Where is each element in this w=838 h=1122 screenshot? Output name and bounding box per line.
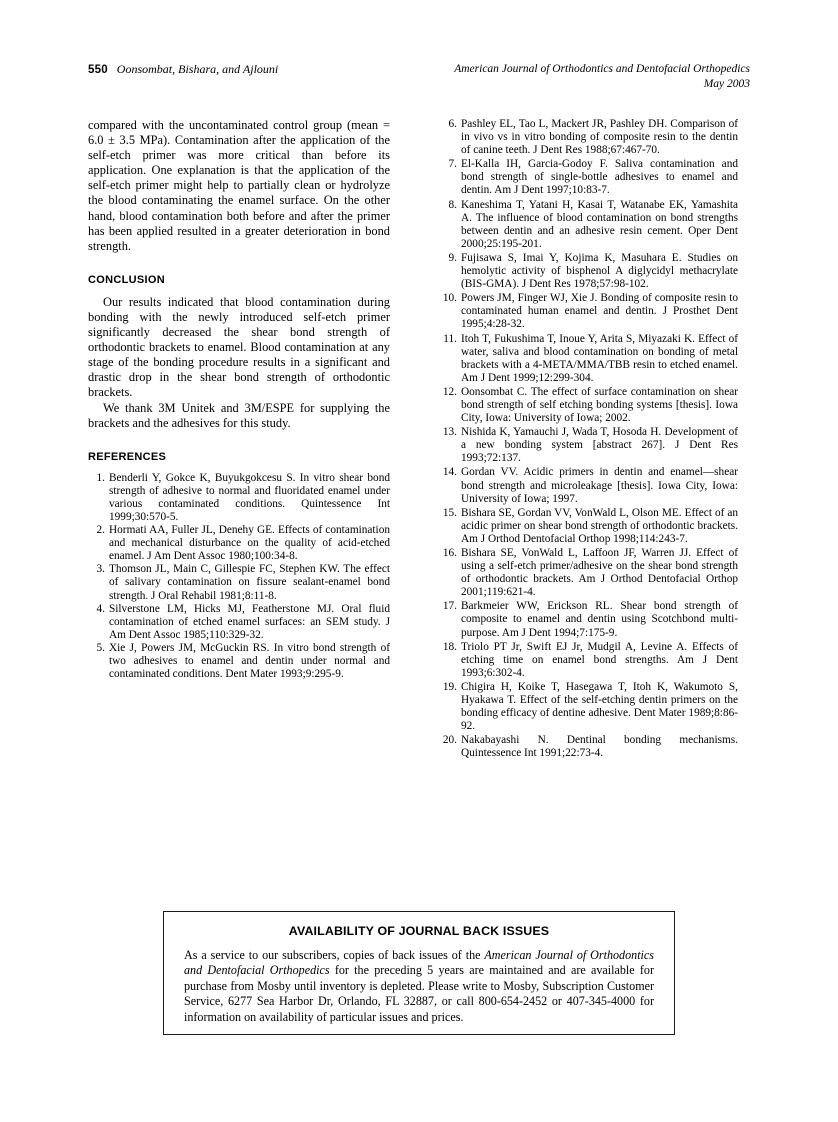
notice-body [184, 948, 654, 1025]
reference-item [436, 426, 738, 465]
reference-item [436, 641, 738, 680]
reference-number: 6. [448, 118, 457, 130]
reference-number: 8. [448, 198, 457, 211]
reference-number: 15. [442, 506, 457, 519]
references-heading: REFERENCES [88, 450, 167, 463]
reference-number: 18. [442, 640, 457, 653]
reference-number: 9. [448, 251, 457, 264]
reference-number: 13. [442, 426, 457, 439]
acknowledgment-paragraph: We thank 3M Unitek and 3M/ESPE for supplying the brackets and the adhesives for this study. [88, 400, 390, 430]
reference-item [436, 547, 738, 599]
reference-text: Benderli Y, Gokce K, Buyukgokcesu S. In vitro shear bond strength of adhesive to normal and fluoridated enamel under various contaminated conditions. Quintessence Int 1999;30:570-5. [109, 471, 390, 523]
reference-number: 17. [442, 600, 457, 613]
reference-list-left [88, 472, 390, 682]
left-column [88, 118, 390, 681]
reference-text: Chigira H, Koike T, Hasegawa T, Itoh K, Wakumoto S, Hyakawa T. Effect of the self-etching dentin primers on the bonding efficacy of dentine adhesive. Dent Mater 1989;8:86-92. [461, 680, 738, 733]
reference-number: 4. [96, 602, 105, 615]
reference-text: Barkmeier WW, Erickson RL. Shear bond strength of composite to enamel and dentin using Scotchbond multi-purpose. Am J Dent 1994;7:175-9. [461, 600, 738, 639]
reference-item [88, 524, 390, 563]
reference-text: Hormati AA, Fuller JL, Denehy GE. Effects of contamination and mechanical disturbance on the quality of acid-etched enamel. J Am Dent Assoc 1980;100:34-8. [109, 524, 390, 563]
reference-text: Oonsombat C. The effect of surface contamination on shear bond strength of self etching bonding systems [thesis]. Iowa City, Iowa: University of Iowa; 2002. [461, 385, 738, 425]
reference-text: Bishara SE, Gordan VV, VonWald L, Olson ME. Effect of an acidic primer on shear bond strength of orthodontic brackets. Am J Orthod Dentofacial Orthop 1998;114:243-7. [461, 506, 738, 545]
reference-item [436, 333, 738, 385]
reference-list-right [436, 118, 738, 761]
reference-item [436, 507, 738, 546]
reference-item [436, 466, 738, 505]
reference-number: 19. [442, 680, 457, 693]
running-head-left [88, 62, 278, 77]
reference-text: Nakabayashi N. Dentinal bonding mechanisms. Quintessence Int 1991;22:73-4. [461, 734, 738, 760]
reference-text: Gordan VV. Acidic primers in dentin and enamel—shear bond strength and microleakage [thesis]. Iowa City, Iowa: University of Iowa; 1997. [461, 466, 738, 505]
reference-number: 12. [442, 385, 457, 398]
reference-item [436, 600, 738, 639]
reference-item [436, 118, 738, 157]
reference-number: 7. [448, 158, 457, 171]
reference-item [436, 386, 738, 425]
running-head-right [454, 62, 750, 92]
reference-item [88, 642, 390, 681]
reference-text: Fujisawa S, Imai Y, Kojima K, Masuhara E. Studies on hemolytic activity of bisphenol A diglycidyl methacrylate (BIS-GMA). J Dent Res 1978;57:98-102. [461, 251, 738, 291]
reference-number: 3. [96, 563, 105, 576]
journal-title: American Journal of Orthodontics and Dentofacial Orthopedics [454, 63, 750, 75]
reference-item [88, 472, 390, 524]
reference-number: 10. [442, 292, 457, 305]
reference-text: Kaneshima T, Yatani H, Kasai T, Watanabe EK, Yamashita A. The influence of blood contamination on bond strengths between dentin and an adhesive resin cement. Oper Dent 2000;25:195-201. [461, 198, 738, 250]
reference-text: Xie J, Powers JM, McGuckin RS. In vitro bond strength of two adhesives to enamel and dentin under normal and contaminated conditions. Dent Mater 1993;9:295-9. [109, 641, 390, 681]
notice-text-part2: for the preceding 5 years are maintained and are available for purchase from Mosby until inventory is depleted. Please write to Mosby, Subscription Customer Service, 6277 Sea Harbor Dr, Orlando, FL 32887, or call 800-654-2452 or 407-345-4000 for information on availability of particular issues and prices. [184, 963, 655, 1024]
right-column [436, 118, 738, 762]
reference-item [436, 681, 738, 733]
reference-text: Itoh T, Fukushima T, Inoue Y, Arita S, Miyazaki K. Effect of water, saliva and blood contamination on bonding of metal brackets with a 4-META/MMA/TBB resin to etched enamel. Am J Dent 1999;12:299-304. [461, 332, 738, 384]
conclusion-paragraph: Our results indicated that blood contamination during bonding with the newly introduced self-etch primer significantly decreased the shear bond strength of orthodontic brackets to enamel. Blood contamination at any stage of the bonding procedure results in a significant and drastic drop in the shear bond strength of orthodontic brackets. [88, 294, 390, 400]
notice-text-part1: As a service to our subscribers, copies of back issues of the [184, 948, 485, 962]
issue-date: May 2003 [703, 78, 750, 90]
reference-text: Powers JM, Finger WJ, Xie J. Bonding of composite resin to contaminated human enamel and dentin. J Prosthet Dent 1995;4:28-32. [461, 292, 738, 331]
page-number: 550 [88, 64, 108, 76]
reference-item [436, 158, 738, 197]
conclusion-heading: CONCLUSION [88, 273, 165, 286]
reference-number: 11. [443, 332, 457, 345]
continued-paragraph: compared with the uncontaminated control group (mean = 6.0 ± 3.5 MPa). Contamination after the application of the self-etch primer was more critical than before its application. One explanation is that the application of the self-etch primer might help to partially clean or hydrolyze the blood contaminating the enamel surface. On the other hand, blood contamination both before and after the primer has been applied resulted in a greater deterioration in bond strength. [88, 118, 390, 253]
reference-number: 14. [442, 466, 457, 479]
running-head [88, 62, 750, 102]
reference-text: Thomson JL, Main C, Gillespie FC, Stephen KW. The effect of salivary contamination on fissure sealant-enamel bond strength. J Oral Rehabil 1981;8:11-8. [109, 563, 390, 602]
reference-number: 16. [442, 547, 457, 559]
reference-item [436, 199, 738, 251]
reference-item [436, 734, 738, 760]
reference-number: 1. [96, 471, 105, 484]
reference-text: Nishida K, Yamauchi J, Wada T, Hosoda H. Development of a new bonding system [abstract 267]. J Dent Res 1993;72:137. [461, 426, 738, 465]
back-issues-notice-box [163, 911, 675, 1035]
reference-number: 2. [96, 524, 105, 537]
reference-text: Pashley EL, Tao L, Mackert JR, Pashley DH. Comparison of in vivo vs in vitro bonding of composite resin to the dentin of canine teeth. J Dent Res 1988;67:467-70. [461, 118, 738, 157]
notice-title: AVAILABILITY OF JOURNAL BACK ISSUES [288, 924, 550, 938]
reference-number: 20. [442, 734, 457, 747]
reference-text: El-Kalla IH, Garcia-Godoy F. Saliva contamination and bond strength of single-bottle adhesives to enamel and dentin. Am J Dent 1997;10:83-7. [461, 158, 738, 197]
reference-item [88, 603, 390, 642]
running-head-authors: Oonsombat, Bishara, and Ajlouni [116, 62, 279, 76]
reference-text: Triolo PT Jr, Swift EJ Jr, Mudgil A, Levine A. Effects of etching time on enamel bond strengths. Am J Dent 1993;6:302-4. [461, 640, 738, 679]
reference-text: Silverstone LM, Hicks MJ, Featherstone MJ. Oral fluid contamination of etched enamel surfaces: an SEM study. J Am Dent Assoc 1985;110:329-32. [109, 602, 390, 641]
reference-item [436, 292, 738, 331]
reference-text: Bishara SE, VonWald L, Laffoon JF, Warren JJ. Effect of using a self-etch primer/adhesive on the shear bond strength of orthodontic brackets. Am J Orthod Dentofacial Orthop 2001;119:621-4. [461, 547, 738, 599]
reference-item [436, 252, 738, 291]
notice-journal-name: American Journal of Orthodontics and Dentofacial Orthopedics [184, 948, 654, 978]
reference-item [88, 563, 390, 602]
reference-number: 5. [96, 641, 105, 654]
